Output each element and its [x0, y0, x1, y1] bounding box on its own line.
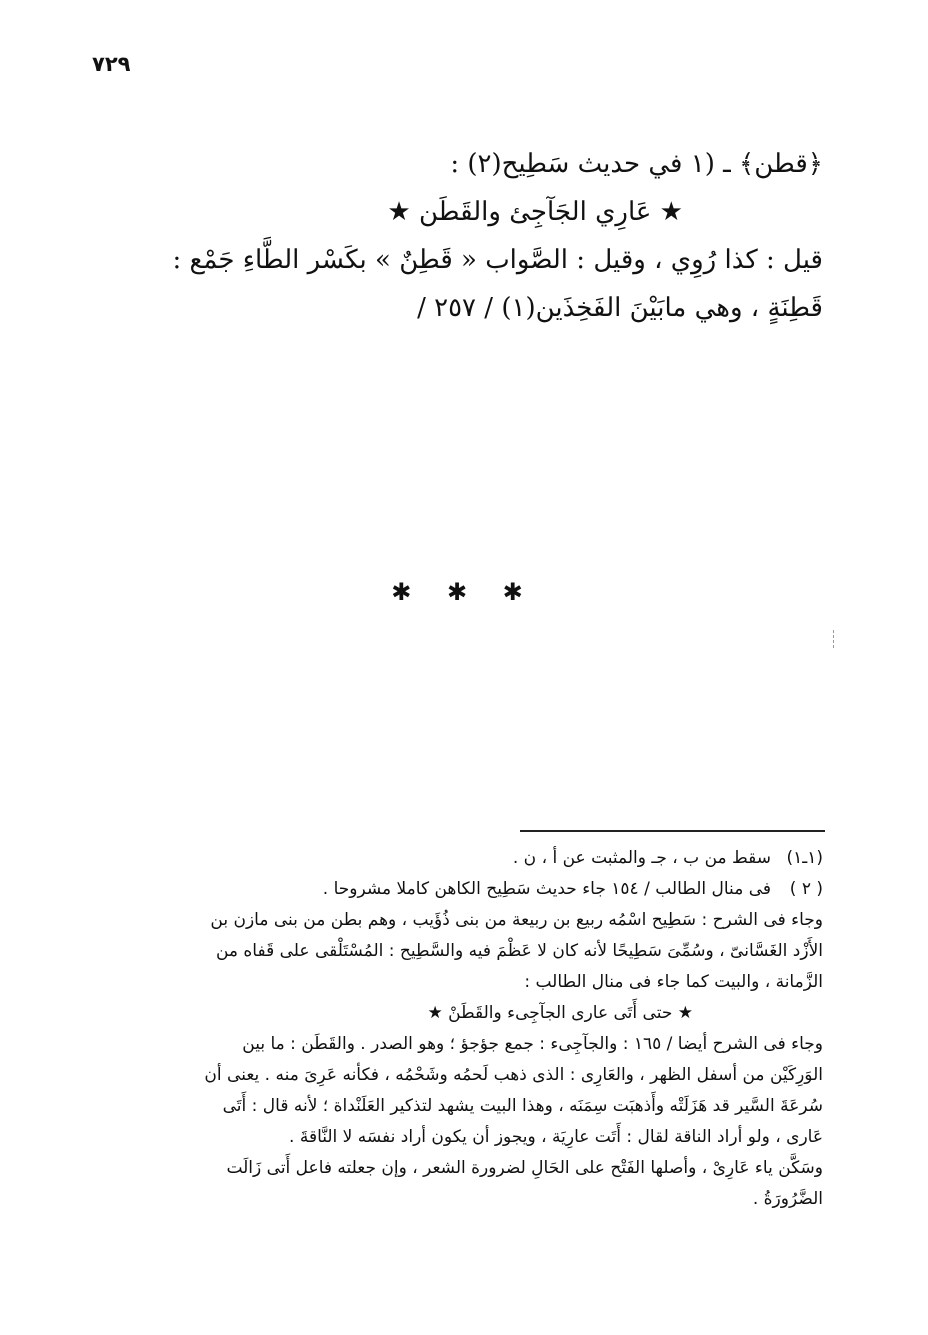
- entry-text-line: قيل : كذا رُوِي ، وقيل : الصَّواب « قَطِنٌ » بكَسْر الطَّاءِ جَمْع :: [172, 245, 823, 275]
- footnote-2: [70, 874, 823, 905]
- footnote-text: الزَّمانة ، والبيت كما جاء فى منال الطالب :: [524, 972, 823, 992]
- footnote-number: (١ـ١): [786, 848, 823, 868]
- footnote-text: سُرعَةَ السَّير قد هَزَلَتْه وأَذهبَت سِمَنَه ، وهذا البيت يشهد لتذكير العَلَنْداة ؛ لأنه قال : أَتَى: [222, 1096, 823, 1116]
- section-separator: ✱ ✱ ✱: [391, 578, 537, 606]
- footnote-text: وجاء فى الشرح : سَطِيح اسْمُه ربيع بن ربيعة من بنى ذُؤَيب ، وهم بطن من بنى مازن بن: [210, 910, 823, 930]
- footnote-text: الوَرِكَيْن من أسفل الظهر ، والعَارِى : الذى ذهب لَحمُه وشَحْمُه ، فكأنه عَرِىَ منه . يعنى أن: [204, 1065, 823, 1085]
- verse-line: ★ عَارِي الجَآجِئ والقَطَن ★: [387, 197, 683, 227]
- footnote-text: الأَزْد الغَسَّانىّ ، وسُمِّىَ سَطِيحًا لأنه كان لا عَظْمَ فيه والسَّطِيح : المُسْتَلْقى على قَفاه من: [215, 941, 823, 961]
- footnote-text: فى منال الطالب / ١٥٤ جاء حديث سَطِيح الكاهن كاملا مشروحا .: [322, 879, 771, 899]
- footnote-number: ( ٢ ): [789, 879, 823, 899]
- footnote-verse: ★ حتى أَتَى عارى الجآجِىء والقَطَنْ ★: [427, 1003, 693, 1023]
- footnote-divider: [520, 830, 825, 832]
- footnote-text: وسَكَّن ياء عَارِىْ ، وأصلها الفَتْح على الحَالِ لضرورة الشعر ، وإن جعلته فاعل أَتى زَالَت: [226, 1158, 823, 1178]
- footnotes: [70, 843, 823, 1215]
- entry-heading-line: ﴿قطن﴾ ـ (١ في حديث سَطِيح(٢) :: [450, 149, 823, 179]
- main-entry: [80, 140, 823, 332]
- footnote-text: وجاء فى الشرح أيضا / ١٦٥ : والجآجِىء : جمع جؤجؤ ؛ وهو الصدر . والقَطَن : ما بين: [242, 1034, 823, 1054]
- page-number: ٧٢٩: [92, 52, 131, 76]
- entry-text-line: قَطِنَةٍ ، وهي مابَيْنَ الفَخِذَين(١) / ٢٥٧ /: [417, 293, 823, 323]
- margin-mark: [833, 630, 835, 648]
- footnote-text: عَارى ، ولو أراد الناقة لقال : أَتَت عارِيَة ، ويجوز أن يكون أراد نفسَه لا النَّاقةَ .: [289, 1127, 823, 1147]
- footnote-text: الضَّرُورَةُ .: [752, 1189, 823, 1209]
- footnote-text: سقط من ب ، جـ والمثبت عن أ ، ن .: [512, 848, 771, 868]
- footnote-1: [70, 843, 823, 874]
